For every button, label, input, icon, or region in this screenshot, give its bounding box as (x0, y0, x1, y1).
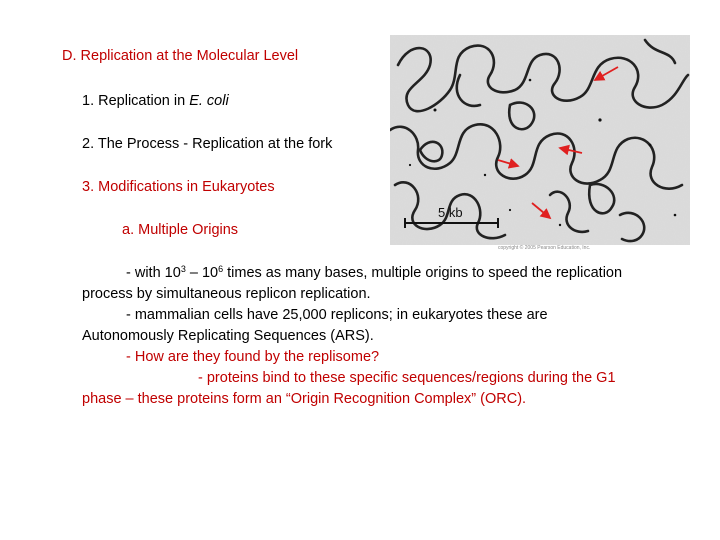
para-line-6: - proteins bind to these specific sequences/regions during the G1 (198, 370, 616, 386)
exponent-2: 6 (218, 264, 224, 274)
para-line-1-b: – 10 (185, 265, 219, 281)
exponent-1: 3 (180, 264, 186, 274)
outline-item-1-text: 1. Replication in (82, 93, 190, 109)
scale-bar-label: 5 kb (438, 205, 463, 220)
para-line-5: - How are they found by the replisome? (126, 349, 380, 365)
outline-item-2: 2. The Process - Replication at the fork (82, 136, 333, 152)
outline-item-3a: a. Multiple Origins (122, 222, 239, 238)
section-heading: D. Replication at the Molecular Level (62, 48, 299, 64)
electron-micrograph (390, 35, 690, 245)
para-line-3: - mammalian cells have 25,000 replicons; in eukaryotes these are (126, 307, 548, 323)
body-paragraph (82, 263, 702, 410)
para-line-1 (82, 263, 702, 284)
para-line-7: phase – these proteins form an “Origin Recognition Complex” (ORC). (82, 391, 527, 407)
outline-item-3: 3. Modifications in Eukaryotes (82, 179, 275, 195)
outline-item-1 (82, 92, 229, 110)
para-line-4: Autonomously Replicating Sequences (ARS). (82, 328, 374, 344)
para-line-1-a: - with 10 (126, 265, 181, 281)
para-line-2: process by simultaneous replicon replication. (82, 286, 371, 302)
para-line-1-c: times as many bases, multiple origins to speed the replication (223, 265, 623, 281)
figure-copyright: copyright © 2005 Pearson Education, Inc. (498, 245, 591, 251)
outline-item-1-italic: E. coli (189, 93, 229, 109)
